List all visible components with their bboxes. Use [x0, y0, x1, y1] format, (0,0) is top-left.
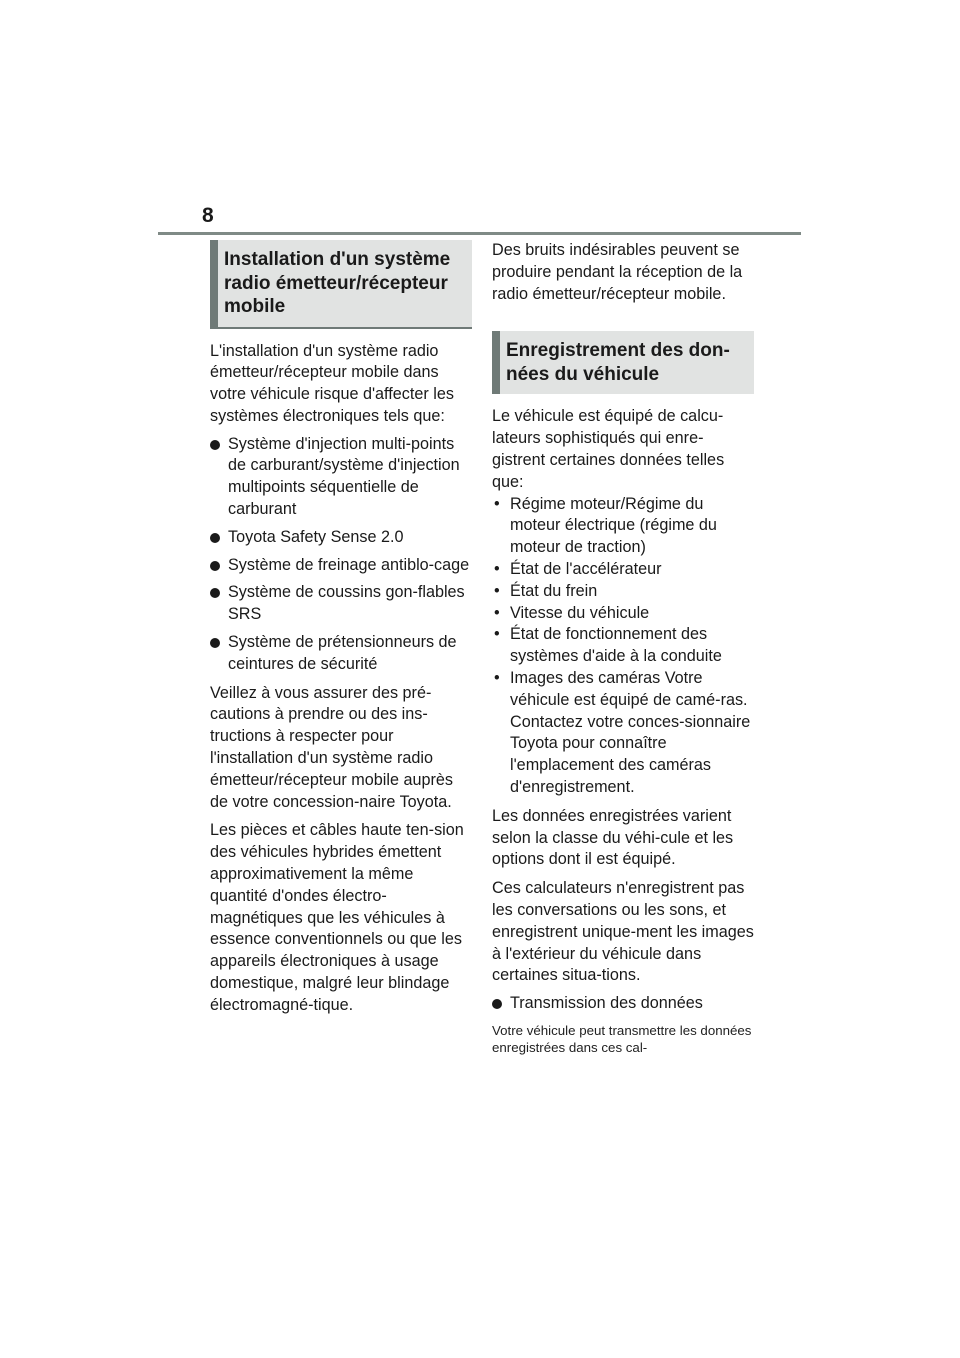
left-column [210, 240, 472, 1017]
section-heading-data-recording: Enregistrement des don-nées du véhicule [492, 331, 754, 394]
list-item-text: État du frein [510, 581, 598, 600]
list-item-text: Système d'injection multi-points de carburant/système d'injection multipoints séquentielle de carburant [228, 434, 460, 519]
transmission-note: Votre véhicule peut transmettre les données enregistrées dans ces cal- [492, 1022, 752, 1056]
right-column [492, 240, 754, 1057]
list-item-text: Vitesse du véhicule [510, 603, 650, 622]
precautions-paragraph: Veillez à vous assurer des pré-cautions à prendre ou des ins-tructions à respecter pour l'installation d'un système radio émetteur/récepteur mobile auprès de votre concession-naire Toyota. [210, 683, 453, 811]
no-conversations-paragraph: Ces calculateurs n'enregistrent pas les conversations ou les sons, et enregistrent unique-ment les images à l'extérieur du véhicule dans certaines situa-tions. [492, 879, 754, 985]
list-item [210, 434, 472, 521]
intro-paragraph: L'installation d'un système radio émetteur/récepteur mobile dans votre véhicule risque d'affecter les systèmes électroniques tels que: [210, 341, 454, 425]
bullet-icon [492, 999, 502, 1009]
bullet-icon [210, 638, 220, 648]
list-item-text: État de l'accélérateur [510, 559, 662, 578]
recorded-data-list [492, 494, 754, 799]
data-variation-paragraph: Les données enregistrées varient selon la classe du véhi-cule et les options dont il est équipé. [492, 806, 734, 869]
section-heading-radio-installation: Installation d'un système radio émetteur/récepteur mobile [210, 240, 472, 329]
list-item-text: Système de coussins gon-flables SRS [228, 583, 465, 624]
list-item: • Régime moteur/Régime du moteur électrique (régime du moteur de traction) [494, 494, 717, 557]
header-rule [158, 232, 801, 235]
list-item-text: Régime moteur/Régime du moteur électrique (régime du moteur de traction) [510, 494, 717, 557]
list-item [210, 527, 472, 549]
list-item-text: Images des caméras Votre véhicule est équipé de camé-ras. Contactez votre conces-sionnaire Toyota pour connaître l'emplacement des caméras d'enregistrement. [510, 668, 751, 796]
list-item: • État du frein [494, 581, 598, 600]
list-item: • Images des caméras Votre véhicule est équipé de camé-ras. Contactez votre conces-sionnaire Toyota pour connaître l'emplacement des caméras d'enregistrement. [494, 668, 751, 796]
list-item-text: Système de prétensionneurs de ceintures de sécurité [228, 633, 457, 673]
list-item [210, 632, 472, 676]
list-item [210, 582, 472, 626]
recording-intro-paragraph: Le véhicule est équipé de calcu-lateurs sophistiqués qui enre-gistrent certaines données telles que: [492, 407, 725, 491]
list-item: • Vitesse du véhicule [494, 603, 650, 622]
list-item-text: Transmission des données [510, 994, 703, 1013]
bullet-icon [210, 588, 220, 598]
list-item-text: État de fonctionnement des systèmes d'aide à la conduite [510, 625, 722, 666]
hybrid-cables-paragraph: Les pièces et câbles haute ten-sion des véhicules hybrides émettent approximativement la même quantité d'ondes électro-magnétiques que les véhicules à essence conventionnels ou que les appareils électroniques à usage domestique, malgré leur blindage électromagné-tique. [210, 821, 464, 1014]
list-item [210, 555, 472, 577]
list-item: • État de l'accélérateur [494, 559, 662, 578]
list-item-text: Toyota Safety Sense 2.0 [228, 527, 404, 546]
affected-systems-list [210, 434, 472, 676]
page-number: 8 [202, 204, 214, 227]
list-item [492, 993, 754, 1015]
list-item: • État de fonctionnement des systèmes d'aide à la conduite [494, 625, 722, 666]
transmission-list [492, 993, 754, 1015]
bullet-icon [210, 561, 220, 571]
bullet-icon [210, 533, 220, 543]
list-item-text: Système de freinage antiblo-cage [228, 555, 470, 574]
noise-paragraph: Des bruits indésirables peuvent se produire pendant la réception de la radio émetteur/récepteur mobile. [492, 241, 743, 303]
bullet-icon [210, 440, 220, 450]
